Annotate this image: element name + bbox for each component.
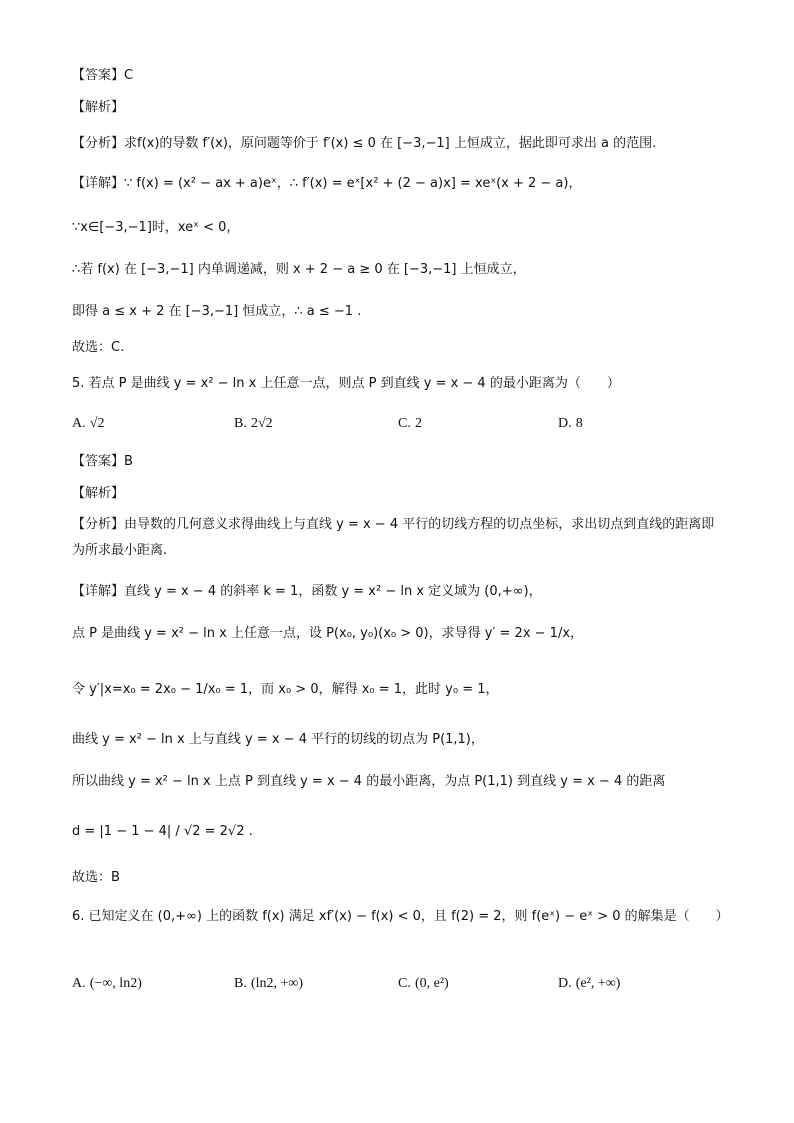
option-value: 2 — [414, 416, 422, 431]
question-5-stem: 5. 若点 P 是曲线 y = x² − ln x 上任意一点，则点 P 到直线 y = x − 4 的最小距离为（ ） — [72, 376, 620, 391]
option-value: 8 — [575, 416, 583, 431]
option-value: (ln2, +∞) — [250, 976, 304, 991]
answer-line-q4: 【答案】C — [72, 68, 134, 83]
analysis-text-q5: 【分析】由导数的几何意义求得曲线上与直线 y = x − 4 平行的切线方程的切点坐标，求出切点到直线的距离即为所求最小距离. — [72, 517, 715, 558]
option-value: (0, e²) — [414, 976, 449, 991]
choice-result-q5: 故选：B — [72, 870, 120, 885]
option-a[interactable] — [72, 976, 142, 992]
option-label: A. — [72, 416, 86, 431]
detail-line-1-q4: 【详解】∵ f(x) = (x² − ax + a)eˣ，∴ f′(x) = eˣ[x² + (2 − a)x] = xeˣ(x + 2 − a)， — [72, 176, 582, 191]
question-5-options — [72, 416, 722, 438]
detail-line-2-q4: ∵x∈[−3,−1]时，xeˣ < 0， — [72, 220, 240, 235]
option-d[interactable] — [558, 416, 583, 432]
option-value: (−∞, ln2) — [89, 976, 142, 991]
option-label: C. — [398, 416, 411, 431]
option-c[interactable] — [398, 976, 449, 992]
detail-line-4-q5: 曲线 y = x² − ln x 上与直线 y = x − 4 平行的切线的切点为 P(1,1)， — [72, 732, 484, 747]
detail-line-3-q5: 令 y′|x=x₀ = 2x₀ − 1/x₀ = 1，而 x₀ > 0，解得 x₀ = 1，此时 y₀ = 1， — [72, 682, 499, 697]
option-label: C. — [398, 976, 411, 991]
choice-result-q4: 故选：C. — [72, 340, 125, 355]
option-label: D. — [558, 416, 572, 431]
option-label: D. — [558, 976, 572, 991]
detail-line-1-q5: 【详解】直线 y = x − 4 的斜率 k = 1，函数 y = x² − ln x 定义域为 (0,+∞)， — [72, 584, 542, 599]
question-6-options — [72, 976, 722, 998]
analysis-heading-q4: 【解析】 — [72, 100, 125, 115]
option-value: √2 — [89, 416, 105, 431]
answer-line-q5: 【答案】B — [72, 454, 133, 469]
question-6-stem: 6. 已知定义在 (0,+∞) 上的函数 f(x) 满足 xf′(x) − f(x) < 0，且 f(2) = 2，则 f(eˣ) − eˣ > 0 的解集是（ ） — [72, 909, 729, 924]
option-b[interactable] — [234, 976, 303, 992]
option-label: A. — [72, 976, 86, 991]
option-a[interactable] — [72, 416, 104, 432]
detail-line-5-q5: 所以曲线 y = x² − ln x 上点 P 到直线 y = x − 4 的最小距离，为点 P(1,1) 到直线 y = x − 4 的距离 — [72, 774, 666, 789]
option-label: B. — [234, 976, 247, 991]
detail-line-2-q5: 点 P 是曲线 y = x² − ln x 上任意一点，设 P(x₀, y₀)(x₀ > 0)，求导得 y′ = 2x − 1/x， — [72, 626, 584, 641]
analysis-heading-q5: 【解析】 — [72, 486, 125, 501]
option-label: B. — [234, 416, 247, 431]
option-d[interactable] — [558, 976, 620, 992]
option-b[interactable] — [234, 416, 273, 432]
analysis-text-q4: 【分析】求f(x)的导数 f′(x)，原问题等价于 f′(x) ≤ 0 在 [−3,−1] 上恒成立，据此即可求出 a 的范围. — [72, 136, 657, 151]
option-c[interactable] — [398, 416, 422, 432]
distance-formula-q5: d = |1 − 1 − 4| / √2 = 2√2 . — [72, 824, 253, 839]
detail-line-3-q4: ∴若 f(x) 在 [−3,−1] 内单调递减，则 x + 2 − a ≥ 0 在 [−3,−1] 上恒成立， — [72, 262, 526, 277]
detail-line-4-q4: 即得 a ≤ x + 2 在 [−3,−1] 恒成立，∴ a ≤ −1 . — [72, 304, 362, 319]
option-value: 2√2 — [250, 416, 273, 431]
option-value: (e², +∞) — [575, 976, 621, 991]
